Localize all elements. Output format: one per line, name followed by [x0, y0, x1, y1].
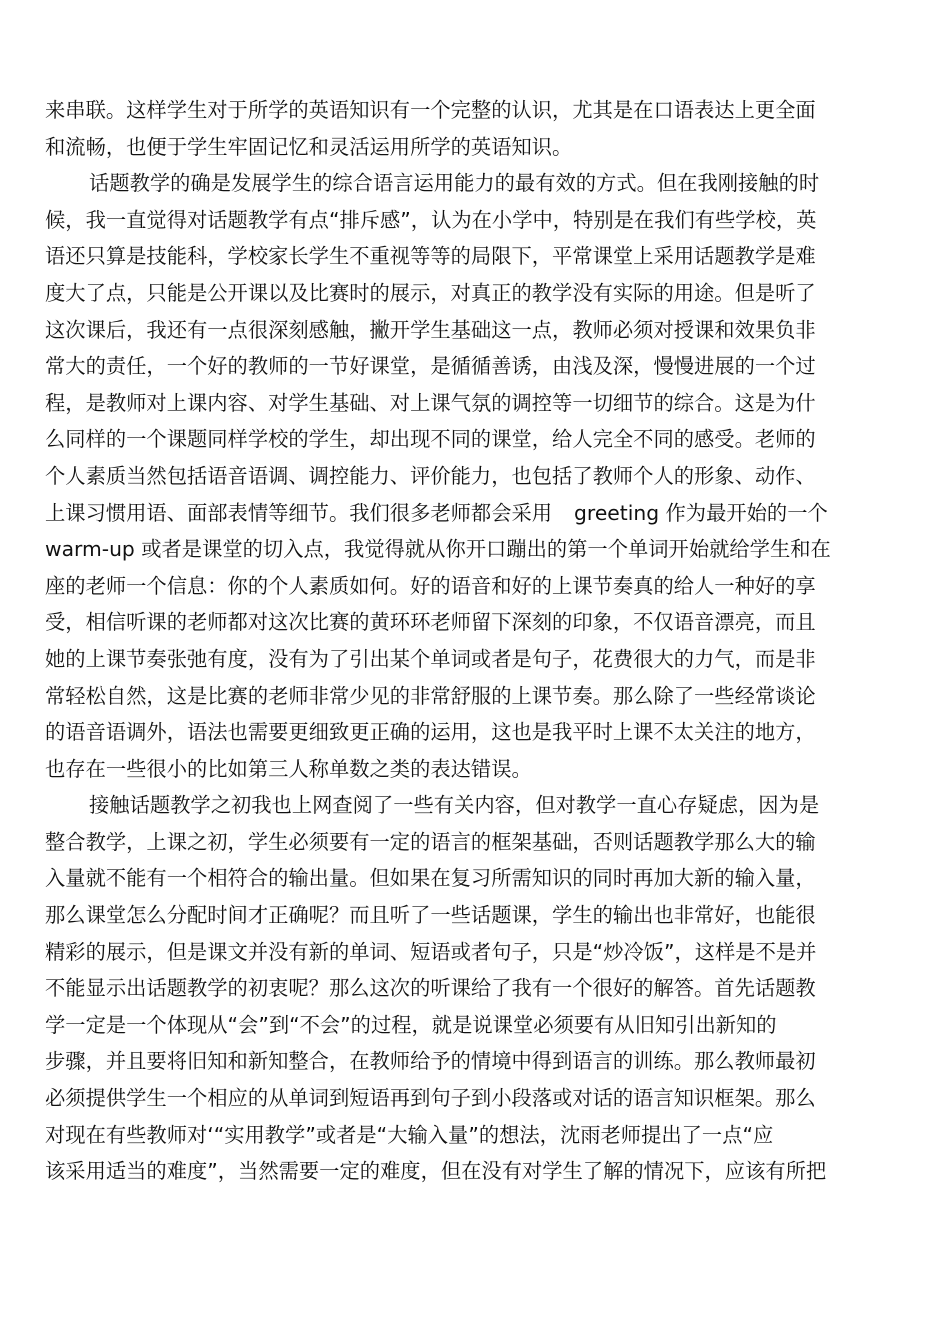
- paragraph-start-line: 接触话题教学之初我也上网查阅了一些有关内容，但对教学一直心存疑虑，因为是: [89, 793, 820, 818]
- text-line: 精彩的展示，但是课文并没有新的单词、短语或者句子，只是“炒冷饭”，这样是不是并: [45, 939, 817, 964]
- text-line: 语还只算是技能科，学校家长学生不重视等等的局限下，平常课堂上采用话题教学是难: [45, 244, 816, 269]
- text-line: 对现在有些教师对‘“实用教学”或者是“大输入量”的想法，沈雨老师提出了一点“应: [45, 1122, 774, 1147]
- text-line: 候，我一直觉得对话题教学有点“排斥感”，认为在小学中，特别是在我们有些学校，英: [45, 207, 817, 232]
- text-line: 常轻松自然，这是比赛的老师非常少见的非常舒服的上课节奏。那么除了一些经常谈论: [45, 683, 816, 708]
- text-line: 度大了点，只能是公开课以及比赛时的展示，对真正的教学没有实际的用途。但是听了: [45, 280, 816, 305]
- text-line: 程，是教师对上课内容、对学生基础、对上课气氛的调控等一切细节的综合。这是为什: [45, 390, 816, 415]
- paragraph-start-line: 话题教学的确是发展学生的综合语言运用能力的最有效的方式。但在我刚接触的时: [89, 171, 820, 196]
- text-line: 来串联。这样学生对于所学的英语知识有一个完整的认识，尤其是在口语表达上更全面: [45, 98, 816, 122]
- text-line: 她的上课节奏张弛有度，没有为了引出某个单词或者是句子，花费很大的力气，而是非: [45, 646, 816, 671]
- text-line: 整合教学，上课之初，学生必须要有一定的语言的框架基础，否则话题教学那么大的输: [45, 829, 816, 854]
- text-line: 入量就不能有一个相符合的输出量。但如果在复习所需知识的同时再加大新的输入量，: [45, 866, 816, 891]
- body-text: [45, 92, 915, 1190]
- text-line-with-gap: [45, 495, 915, 532]
- text-line: warm-up 或者是课堂的切入点，我觉得就从你开口蹦出的第一个单词开始就给学生和在: [45, 537, 831, 562]
- text-segment: greeting 作为最开始的一个: [574, 500, 828, 525]
- text-line: 常大的责任，一个好的教师的一节好课堂，是循循善诱，由浅及深，慢慢进展的一个过: [45, 354, 816, 379]
- text-line: 这次课后，我还有一点很深刻感触，撇开学生基础这一点，教师必须对授课和效果负非: [45, 317, 816, 342]
- text-line: 和流畅，也便于学生牢固记忆和灵活运用所学的英语知识。: [45, 134, 573, 159]
- text-line: 不能显示出话题教学的初衷呢？那么这次的听课给了我有一个很好的解答。首先话题教: [45, 976, 816, 1001]
- text-line: 受，相信听课的老师都对这次比赛的黄环环老师留下深刻的印象，不仅语音漂亮，而且: [45, 610, 816, 635]
- text-line: 座的老师一个信息：你的个人素质如何。好的语音和好的上课节奏真的给人一种好的享: [45, 573, 816, 598]
- text-line: 必须提供学生一个相应的从单词到短语再到句子到小段落或对话的语言知识框架。那么: [45, 1086, 816, 1111]
- text-line: 么同样的一个课题同样学校的学生，却出现不同的课堂，给人完全不同的感受。老师的: [45, 427, 816, 452]
- text-line: 步骤，并且要将旧知和新知整合，在教师给予的情境中得到语言的训练。那么教师最初: [45, 1049, 816, 1074]
- text-segment: 上课习惯用语、面部表情等细节。我们很多老师都会采用: [45, 500, 553, 525]
- text-line: 的语音语调外，语法也需要更细致更正确的运用，这也是我平时上课不太关注的地方，: [45, 720, 816, 745]
- text-line: 学一定是一个体现从“会”到“不会”的过程，就是说课堂必须要有从旧知引出新知的: [45, 1012, 777, 1037]
- text-line: 该采用适当的难度”，当然需要一定的难度，但在没有对学生了解的情况下，应该有所把: [45, 1159, 827, 1184]
- text-line: 个人素质当然包括语音语调、调控能力、评价能力，也包括了教师个人的形象、动作、: [45, 463, 816, 488]
- text-line: 也存在一些很小的比如第三人称单数之类的表达错误。: [45, 756, 532, 781]
- text-line: 那么课堂怎么分配时间才正确呢？而且听了一些话题课，学生的输出也非常好，也能很: [45, 903, 816, 928]
